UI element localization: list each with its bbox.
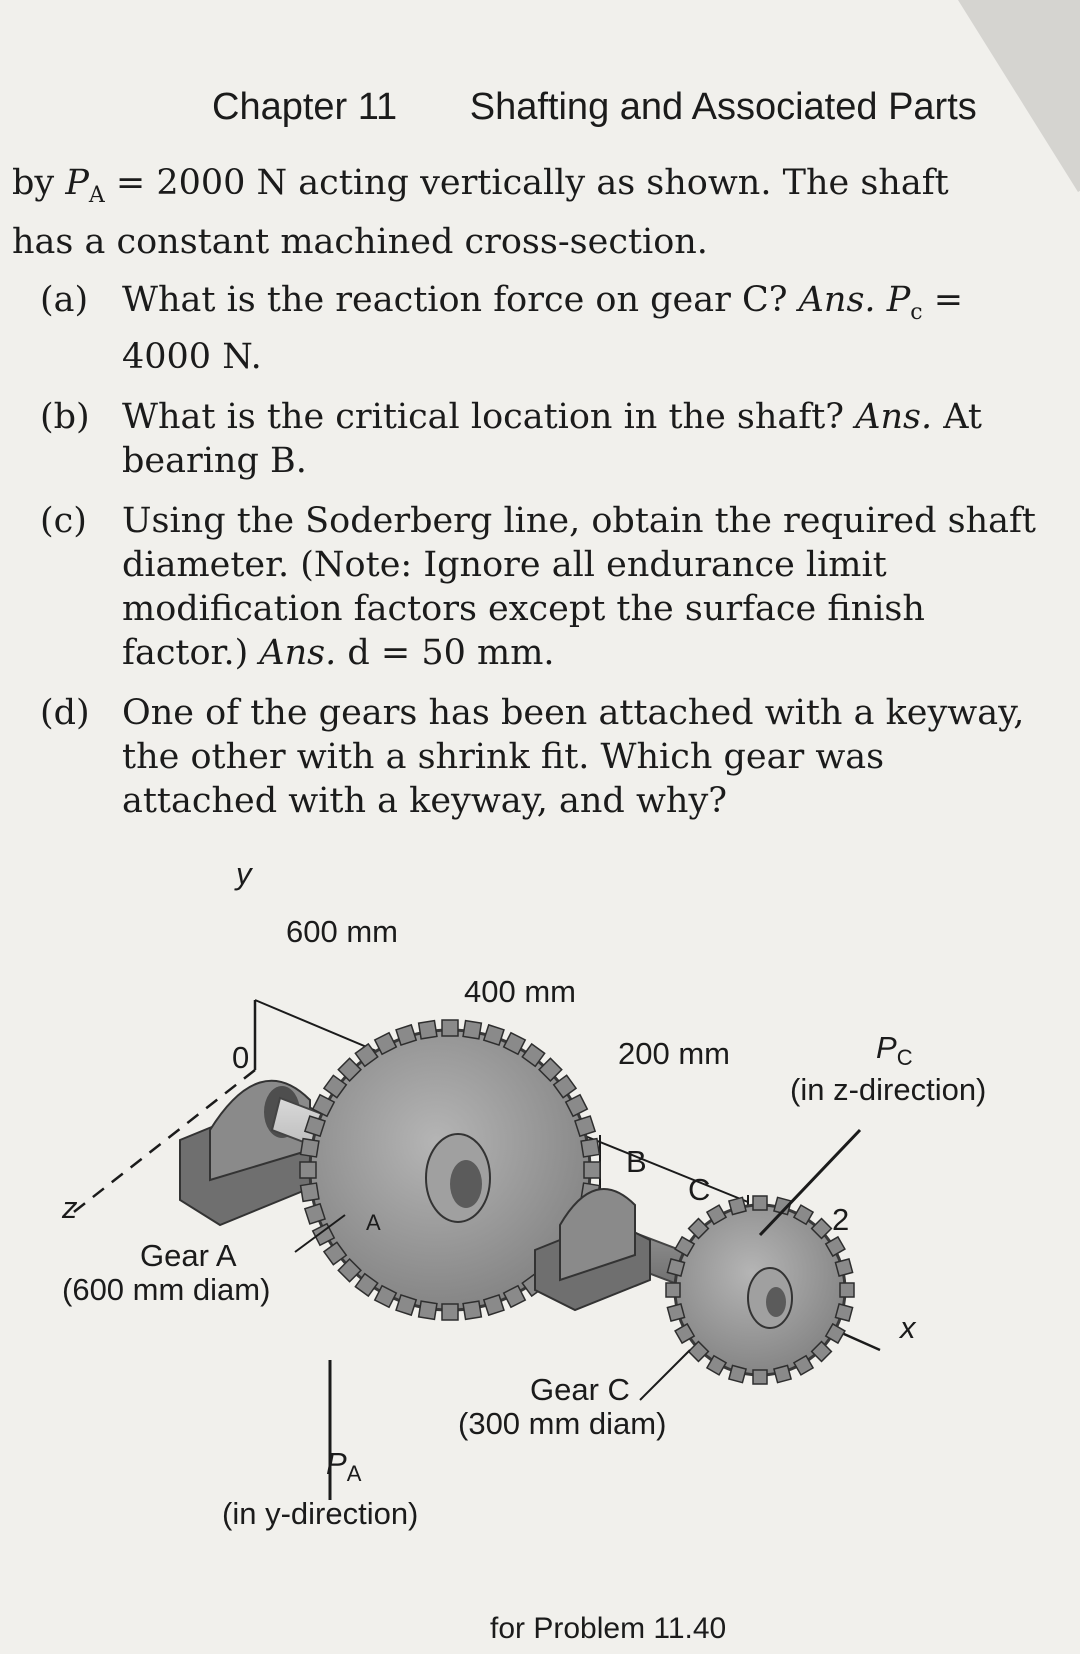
- gear-a-diameter: (600 mm diam): [62, 1272, 271, 1307]
- pc-direction-label: (in z-direction): [790, 1072, 987, 1107]
- bearing-b-label: B: [626, 1144, 647, 1179]
- gear-tooth: [581, 1139, 599, 1157]
- dim-400-label: 400 mm: [464, 974, 576, 1009]
- question-text: [122, 395, 1040, 483]
- gear-tooth: [835, 1304, 852, 1321]
- gear-tooth: [840, 1283, 854, 1297]
- answer-text: At bearing B.: [122, 397, 982, 481]
- gear-tooth: [729, 1365, 746, 1382]
- answer-prefix: Ans.: [259, 633, 337, 673]
- question-b: [40, 395, 1040, 483]
- gear-a-marker-label: A: [366, 1210, 381, 1235]
- gear-tooth: [584, 1162, 600, 1178]
- question-label: (c): [40, 501, 87, 541]
- marker-2-label: 2: [832, 1202, 850, 1237]
- gear-tooth: [753, 1370, 767, 1384]
- answer-text: = 4000 N.: [122, 280, 964, 377]
- origin-label: 0: [232, 1040, 250, 1075]
- gear-tooth: [442, 1304, 458, 1320]
- gear-c-name: Gear C: [530, 1372, 630, 1407]
- question-body: What is the critical location in the shaft?: [122, 397, 856, 437]
- question-label: (d): [40, 693, 90, 733]
- gear-tooth: [774, 1365, 791, 1382]
- gear-c: [666, 1196, 854, 1384]
- gear-tooth: [301, 1139, 319, 1157]
- answer-text: d = 50 mm.: [336, 633, 555, 673]
- gear-tooth: [442, 1020, 458, 1036]
- pa-var: P: [326, 1446, 347, 1481]
- figure-caption: for Problem 11.40: [490, 1612, 727, 1645]
- dim-200-line: [600, 1142, 748, 1202]
- gear-tooth: [463, 1301, 481, 1319]
- question-label: (a): [40, 280, 89, 320]
- gear-c-leader: [640, 1350, 690, 1400]
- pa-label: [326, 1446, 361, 1487]
- question-label: (b): [40, 397, 90, 437]
- problem-intro: [12, 160, 1042, 265]
- gear-tooth: [667, 1304, 684, 1321]
- gear-c-marker-label: C: [688, 1172, 711, 1207]
- pa-direction-label: (in y-direction): [222, 1496, 419, 1531]
- gear-a-name: Gear A: [140, 1238, 237, 1273]
- pc-label: [876, 1030, 913, 1071]
- question-d: [40, 691, 1040, 823]
- answer-var: P: [875, 280, 911, 320]
- pc-var: P: [876, 1030, 897, 1065]
- pa-sub: A: [346, 1461, 362, 1487]
- intro-line-2: has a constant machined cross-section.: [12, 222, 708, 262]
- y-axis-label: y: [236, 856, 252, 891]
- question-body: Using the Soderberg line, obtain the required shaft diameter. (Note: Ignore all endurance limit modification factors except the surface finish factor.): [122, 501, 1036, 673]
- gear-tooth: [419, 1301, 437, 1319]
- question-text: [122, 499, 1040, 675]
- gear-tooth: [419, 1021, 437, 1039]
- question-c: [40, 499, 1040, 675]
- question-a: [40, 278, 1040, 379]
- intro-var-pa: P: [65, 163, 89, 203]
- intro-line-1: [12, 160, 1042, 219]
- gear-tooth: [666, 1283, 680, 1297]
- gear-tooth: [463, 1021, 481, 1039]
- pc-sub: C: [896, 1045, 913, 1071]
- gear-tooth: [753, 1196, 767, 1210]
- intro-var-pa-sub: A: [88, 183, 105, 208]
- question-body: What is the reaction force on gear C?: [122, 280, 799, 320]
- chapter-number: Chapter 11: [212, 86, 398, 128]
- gear-tooth: [301, 1183, 319, 1201]
- z-axis-label: z: [62, 1190, 78, 1225]
- gear-tooth: [729, 1197, 746, 1214]
- question-list: [40, 278, 1040, 839]
- gear-tooth: [300, 1162, 316, 1178]
- gear-tooth: [667, 1259, 684, 1276]
- dim-200-label: 200 mm: [618, 1036, 730, 1071]
- intro-rest: = 2000 N acting vertically as shown. The shaft: [104, 163, 949, 203]
- answer-prefix: Ans.: [855, 397, 933, 437]
- question-text: [122, 278, 1040, 379]
- answer-prefix: Ans.: [798, 280, 876, 320]
- x-axis-label: x: [900, 1310, 916, 1345]
- shaft-figure: [0, 856, 1080, 1650]
- answer-var-sub: c: [910, 300, 923, 325]
- gear-c-diameter: (300 mm diam): [458, 1406, 667, 1441]
- dim-600-label: 600 mm: [286, 914, 398, 949]
- question-text: One of the gears has been attached with a keyway, the other with a shrink fit. Which gear was attached with a keyway, and why?: [122, 693, 1025, 821]
- intro-prefix: by: [12, 163, 66, 203]
- gear-tooth: [835, 1259, 852, 1276]
- page-header: [212, 86, 977, 129]
- chapter-title: Shafting and Associated Parts: [469, 86, 977, 128]
